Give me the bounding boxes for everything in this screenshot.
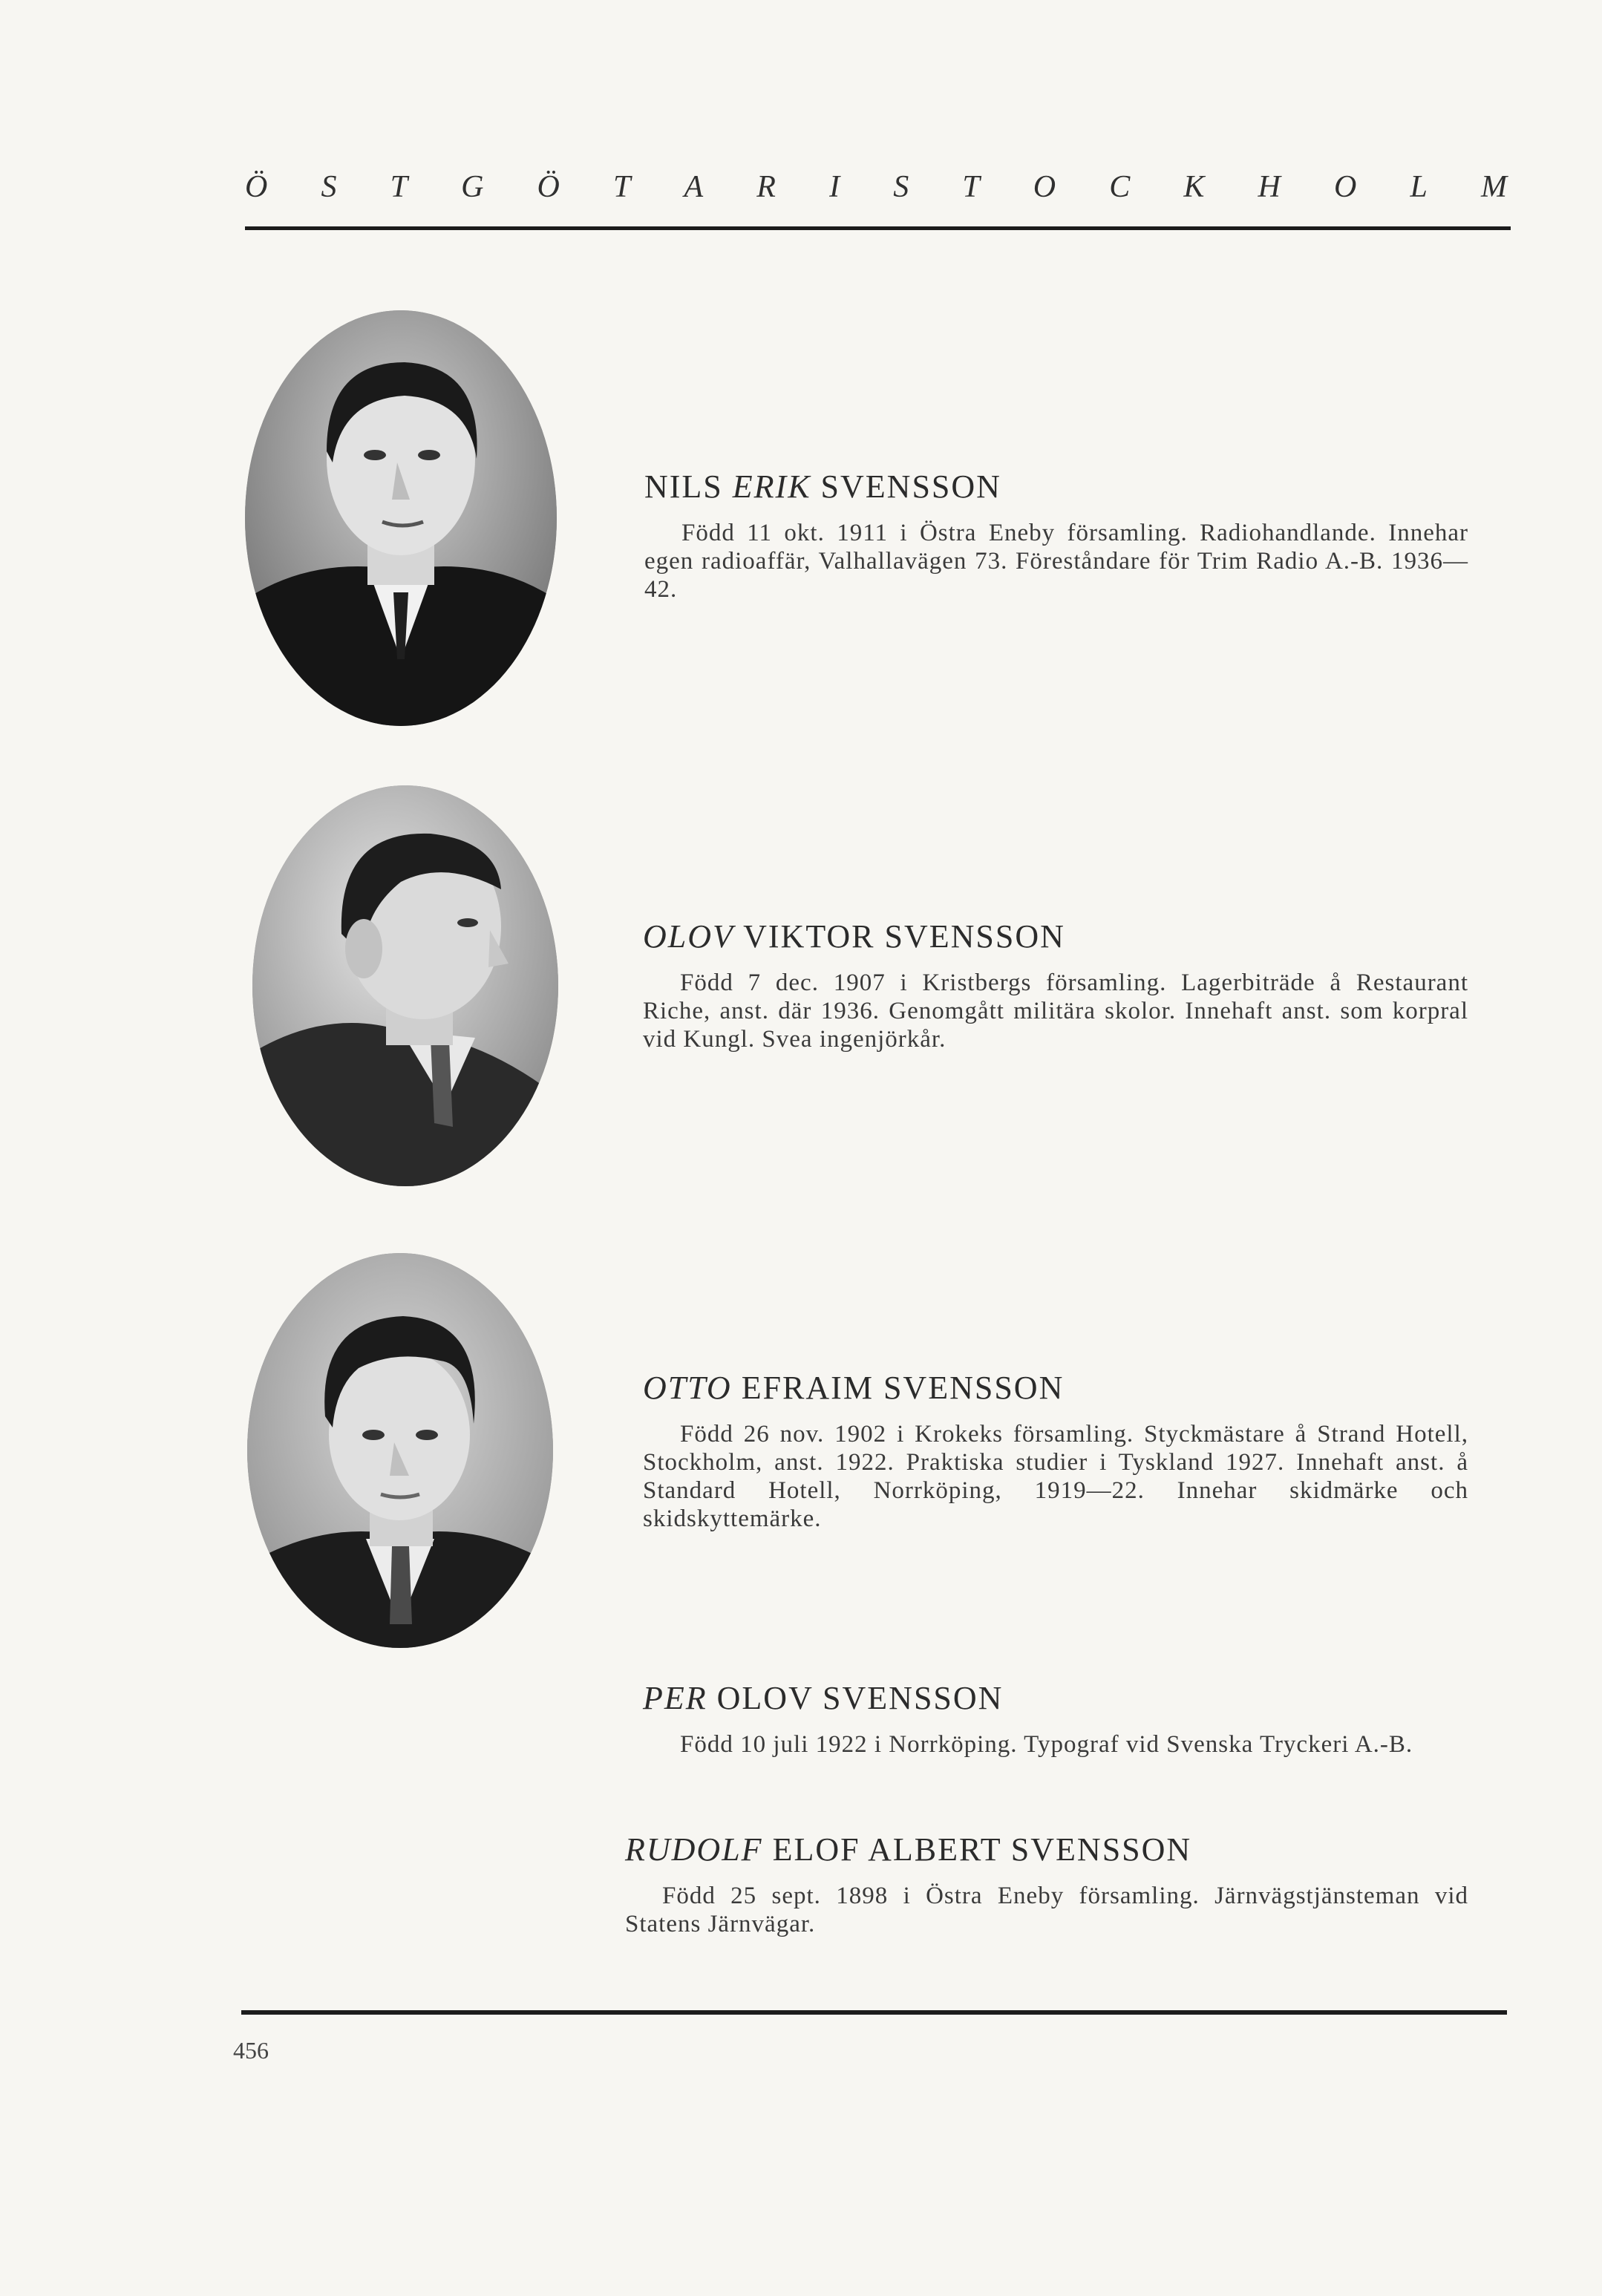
name-part-italic: PER — [643, 1680, 707, 1716]
name-part: NILS — [644, 468, 733, 505]
footer-rule — [241, 2010, 1507, 2015]
name-part-italic: OLOV — [643, 918, 734, 955]
running-head-letter: S — [321, 170, 337, 204]
biography-entry — [625, 1831, 1468, 1938]
name-part: VIKTOR SVENSSON — [733, 918, 1065, 955]
running-head-letter: O — [1033, 170, 1056, 204]
portrait-photo — [245, 310, 557, 726]
biography-entry — [643, 918, 1468, 1053]
biography-text: Född 7 dec. 1907 i Kristbergs församling. Lagerbiträde å Restaurant Riche, anst. där 1936. Genomgått militära skolor. Innehaft anst. som korpral vid Kungl. Svea ingenjörkår. — [643, 969, 1468, 1053]
name-part: SVENSSON — [811, 468, 1001, 505]
biography-entry — [643, 1369, 1468, 1533]
running-head-letter: I — [829, 170, 840, 204]
running-head-letter: O — [1334, 170, 1357, 204]
name-part: OLOV SVENSSON — [707, 1680, 1004, 1716]
biography-text: Född 26 nov. 1902 i Krokeks församling. Styckmästare å Strand Hotell, Stockholm, anst. 1922. Praktiska studier i Tyskland 1927. Innehaft anst. å Standard Hotell, Norrköping, 1919—22. Innehar skidmärke och skidskyttemärke. — [643, 1421, 1468, 1532]
portrait-photo — [252, 785, 558, 1186]
running-head-letter: L — [1410, 170, 1428, 204]
running-head-letter: S — [893, 170, 909, 204]
running-head-letter: T — [613, 170, 631, 204]
running-head-letter: A — [684, 170, 704, 204]
running-head-letter: K — [1183, 170, 1205, 204]
running-head-letter: T — [390, 170, 408, 204]
running-head-letter: G — [461, 170, 484, 204]
biography-entry — [644, 468, 1468, 604]
person-name — [644, 468, 1468, 506]
biography-text: Född 25 sept. 1898 i Östra Eneby församling. Järnvägstjänsteman vid Statens Järnvägar. — [625, 1883, 1468, 1937]
running-head-letter: Ö — [537, 170, 560, 204]
person-name — [643, 1679, 1468, 1717]
running-head-letter: Ö — [245, 170, 268, 204]
name-part-italic: RUDOLF — [625, 1831, 763, 1868]
person-name — [643, 1369, 1468, 1407]
biography-text: Född 11 okt. 1911 i Östra Eneby församling. Radiohandlande. Innehar egen radioaffär, Valhallavägen 73. Föreståndare för Trim Radio A.-B. 1936—42. — [644, 520, 1468, 603]
running-head-letter: R — [756, 170, 776, 204]
person-name — [625, 1831, 1468, 1868]
running-head-letter: C — [1109, 170, 1131, 204]
running-head-letter: T — [962, 170, 980, 204]
name-part: EFRAIM SVENSSON — [731, 1370, 1065, 1406]
portrait-photo — [247, 1253, 553, 1648]
running-head-letter: M — [1480, 170, 1507, 204]
biography-entry — [643, 1679, 1468, 1759]
biography-text: Född 10 juli 1922 i Norrköping. Typograf vid Svenska Tryckeri A.-B. — [680, 1731, 1413, 1758]
name-part: ELOF ALBERT SVENSSON — [762, 1831, 1192, 1868]
name-part-italic: ERIK — [732, 468, 811, 505]
running-head-letter: H — [1258, 170, 1281, 204]
page-number: 456 — [233, 2037, 269, 2064]
person-name — [643, 918, 1468, 955]
name-part-italic: OTTO — [643, 1370, 732, 1406]
header-rule — [245, 226, 1511, 230]
running-head — [245, 169, 1507, 205]
